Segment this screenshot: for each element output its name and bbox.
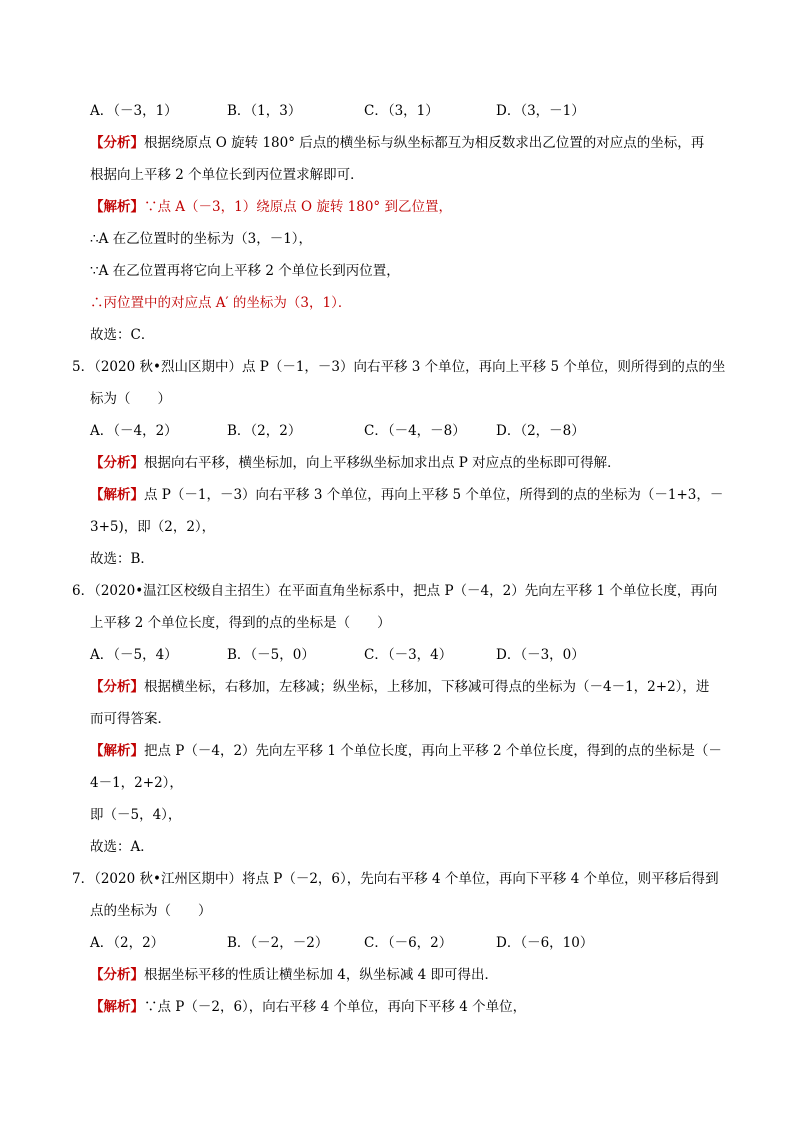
option-d: D．（3，－1） <box>496 103 585 119</box>
q7-stem-cont: 点的坐标为（ ） <box>90 903 212 919</box>
q5-stem-cont: 标为（ ） <box>90 391 171 407</box>
q6-solution-l3: 即（－5，4）， <box>90 807 182 823</box>
option-d: D．（－3，0） <box>496 647 585 663</box>
option-c: C．（－3，4） <box>364 647 453 663</box>
q4-analysis-cont: 根据向上平移 2 个单位长到丙位置求解即可． <box>90 167 364 183</box>
option-a: A．（－5，4） <box>90 647 178 663</box>
option-a: A．（2，2） <box>90 935 165 951</box>
q4-solution-l3: ∵A 在乙位置再将它向上平移 2 个单位长到丙位置， <box>90 263 400 279</box>
option-b: B．（－5，0） <box>227 647 315 663</box>
q7-solution: 【解析】∵点 P（－2，6），向右平移 4 个单位，再向下平移 4 个单位， <box>90 999 527 1015</box>
option-a: A．（－3，1） <box>90 103 178 119</box>
q7-analysis: 【分析】根据坐标平移的性质让横坐标加 4，纵坐标减 4 即可得出． <box>90 967 499 983</box>
q5-solution: 【解析】点 P（－1，－3）向右平移 3 个单位，再向上平移 5 个单位，所得到的点的坐标为（－1+3，－ <box>90 487 724 503</box>
q6-analysis: 【分析】根据横坐标，右移加，左移减；纵坐标，上移加，下移减可得点的坐标为（－4－1，2+2），进 <box>90 679 710 695</box>
q5-stem: 5．（2020 秋•烈山区期中）点 P（－1，－3）向右平移 3 个单位，再向上平移 5 个单位，则所得到的点的坐 <box>72 359 726 375</box>
option-d: D．（2，－8） <box>496 423 585 439</box>
q6-stem: 6．（2020•温江区校级自主招生）在平面直角坐标系中，把点 P（－4，2）先向左平移 1 个单位长度，再向 <box>72 583 718 599</box>
q5-analysis: 【分析】根据向右平移，横坐标加，向上平移纵坐标加求出点 P 对应点的坐标即可得解． <box>90 455 621 471</box>
option-c: C．（3，1） <box>364 103 439 119</box>
q4-analysis: 【分析】根据绕原点 O 旋转 180° 后点的横坐标与纵坐标都互为相反数求出乙位置的对应点的坐标，再 <box>90 135 705 151</box>
q6-solution-l2: 4－1，2+2）， <box>90 775 183 791</box>
option-c: C．（－6，2） <box>364 935 453 951</box>
q4-solution-l2: ∴A 在乙位置时的坐标为（3，－1）， <box>90 231 313 247</box>
q6-answer: 故选：A． <box>90 839 154 855</box>
option-b: B．（2，2） <box>227 423 302 439</box>
option-b: B．（－2，－2） <box>227 935 329 951</box>
q6-analysis-cont: 而可得答案． <box>90 711 171 727</box>
q6-solution: 【解析】把点 P（－4，2）先向左平移 1 个单位长度，再向上平移 2 个单位长度，得到的点的坐标是（－ <box>90 743 722 759</box>
q7-stem: 7．（2020 秋•江州区期中）将点 P（－2，6），先向右平移 4 个单位，再向下平移 4 个单位，则平移后得到 <box>72 871 719 887</box>
option-c: C．（－4，－8） <box>364 423 466 439</box>
option-a: A．（－4，2） <box>90 423 178 439</box>
q4-solution: 【解析】∵点 A（－3，1）绕原点 O 旋转 180° 到乙位置， <box>90 199 452 215</box>
q4-answer: 故选：C． <box>90 327 155 343</box>
q5-solution-cont: 3+5)，即（2，2）， <box>90 519 216 535</box>
option-d: D．（－6，10） <box>496 935 594 951</box>
q5-answer: 故选：B． <box>90 551 154 567</box>
q6-stem-cont: 上平移 2 个单位长度，得到的点的坐标是（ ） <box>90 615 391 631</box>
q4-solution-l4: ∴丙位置中的对应点 A′ 的坐标为（3，1）． <box>90 295 352 311</box>
option-b: B．（1，3） <box>227 103 302 119</box>
